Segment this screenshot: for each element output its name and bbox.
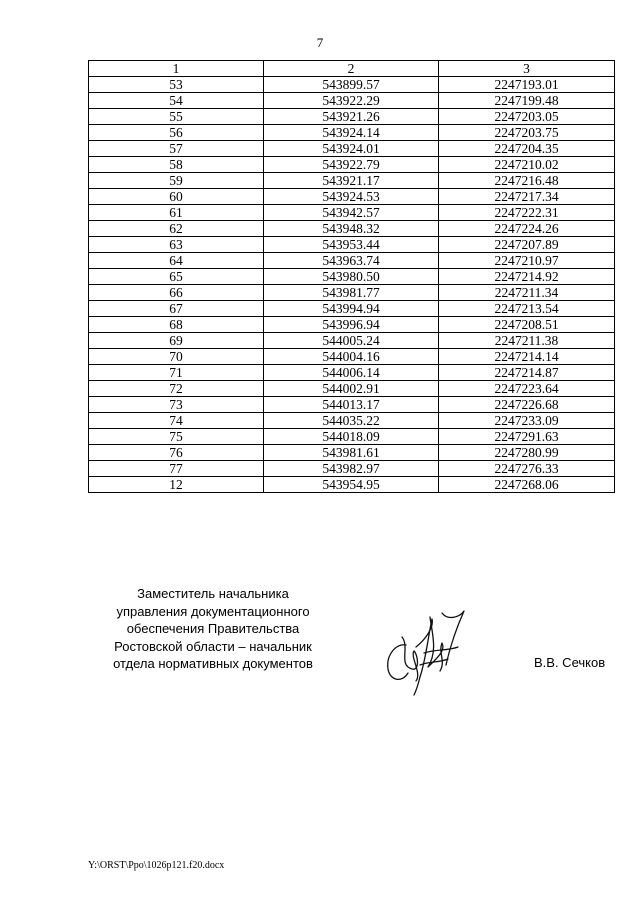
table-cell: 2247207.89 bbox=[439, 237, 615, 253]
table-cell: 70 bbox=[89, 349, 264, 365]
table-cell: 543899.57 bbox=[264, 77, 439, 93]
table-cell: 2247211.38 bbox=[439, 333, 615, 349]
table-row bbox=[89, 77, 615, 93]
signature-position-block bbox=[108, 585, 318, 673]
table-cell: 544035.22 bbox=[264, 413, 439, 429]
table-cell: 544006.14 bbox=[264, 365, 439, 381]
table-cell: 12 bbox=[89, 477, 264, 493]
table-cell: 68 bbox=[89, 317, 264, 333]
position-line: Ростовской области – начальник bbox=[114, 638, 312, 654]
table-cell: 543981.61 bbox=[264, 445, 439, 461]
handwritten-signature-icon bbox=[376, 607, 468, 697]
table-cell: 60 bbox=[89, 189, 264, 205]
table-cell: 543954.95 bbox=[264, 477, 439, 493]
page-number: 7 bbox=[316, 35, 324, 50]
table-cell: 56 bbox=[89, 125, 264, 141]
table-cell: 2247226.68 bbox=[439, 397, 615, 413]
signer-name: В.В. Сечков bbox=[534, 655, 606, 670]
column-header-2: 2 bbox=[264, 61, 439, 77]
table-cell: 61 bbox=[89, 205, 264, 221]
table-row bbox=[89, 445, 615, 461]
table-cell: 55 bbox=[89, 109, 264, 125]
table-cell: 64 bbox=[89, 253, 264, 269]
table-cell: 2247222.31 bbox=[439, 205, 615, 221]
table-row bbox=[89, 157, 615, 173]
table-cell: 2247233.09 bbox=[439, 413, 615, 429]
table-cell: 75 bbox=[89, 429, 264, 445]
table-row bbox=[89, 333, 615, 349]
table-cell: 2247291.63 bbox=[439, 429, 615, 445]
table-cell: 2247214.92 bbox=[439, 269, 615, 285]
table-row bbox=[89, 413, 615, 429]
table-cell: 543996.94 bbox=[264, 317, 439, 333]
table-cell: 543948.32 bbox=[264, 221, 439, 237]
table-row bbox=[89, 109, 615, 125]
table-cell: 66 bbox=[89, 285, 264, 301]
table-row bbox=[89, 141, 615, 157]
table-body bbox=[89, 77, 615, 493]
table-cell: 544005.24 bbox=[264, 333, 439, 349]
coordinates-table bbox=[88, 60, 615, 493]
table-cell: 69 bbox=[89, 333, 264, 349]
table-cell: 543982.97 bbox=[264, 461, 439, 477]
table-cell: 543994.94 bbox=[264, 301, 439, 317]
position-line: Заместитель начальника bbox=[137, 586, 289, 601]
table-cell: 2247213.54 bbox=[439, 301, 615, 317]
table-row bbox=[89, 461, 615, 477]
table-row bbox=[89, 269, 615, 285]
table-cell: 2247280.99 bbox=[439, 445, 615, 461]
table-row bbox=[89, 221, 615, 237]
table-cell: 2247203.05 bbox=[439, 109, 615, 125]
table-cell: 2247214.87 bbox=[439, 365, 615, 381]
table-row bbox=[89, 285, 615, 301]
table-header-row bbox=[89, 61, 615, 77]
table-row bbox=[89, 349, 615, 365]
table-cell: 2247214.14 bbox=[439, 349, 615, 365]
table-cell: 2247203.75 bbox=[439, 125, 615, 141]
table-row bbox=[89, 365, 615, 381]
table-cell: 2247210.02 bbox=[439, 157, 615, 173]
table-cell: 2247224.26 bbox=[439, 221, 615, 237]
table-cell: 543924.14 bbox=[264, 125, 439, 141]
table-row bbox=[89, 397, 615, 413]
table-cell: 543924.53 bbox=[264, 189, 439, 205]
table-cell: 58 bbox=[89, 157, 264, 173]
table-row bbox=[89, 429, 615, 445]
table-row bbox=[89, 125, 615, 141]
table-cell: 71 bbox=[89, 365, 264, 381]
table-cell: 2247276.33 bbox=[439, 461, 615, 477]
table-row bbox=[89, 381, 615, 397]
footer-file-path: Y:\ORST\Ppo\1026p121.f20.docx bbox=[88, 860, 225, 871]
table-row bbox=[89, 317, 615, 333]
table-cell: 544004.16 bbox=[264, 349, 439, 365]
table-cell: 543922.79 bbox=[264, 157, 439, 173]
table-cell: 74 bbox=[89, 413, 264, 429]
table-cell: 544013.17 bbox=[264, 397, 439, 413]
table-row bbox=[89, 93, 615, 109]
table-cell: 543922.29 bbox=[264, 93, 439, 109]
table-row bbox=[89, 301, 615, 317]
table-cell: 2247216.48 bbox=[439, 173, 615, 189]
table-cell: 543924.01 bbox=[264, 141, 439, 157]
table-cell: 543981.77 bbox=[264, 285, 439, 301]
table-cell: 2247204.35 bbox=[439, 141, 615, 157]
table-cell: 543980.50 bbox=[264, 269, 439, 285]
table-row bbox=[89, 477, 615, 493]
table-cell: 73 bbox=[89, 397, 264, 413]
table-cell: 57 bbox=[89, 141, 264, 157]
table-cell: 543942.57 bbox=[264, 205, 439, 221]
table-cell: 2247193.01 bbox=[439, 77, 615, 93]
table-row bbox=[89, 173, 615, 189]
table-cell: 76 bbox=[89, 445, 264, 461]
table-cell: 2247208.51 bbox=[439, 317, 615, 333]
table-cell: 2247268.06 bbox=[439, 477, 615, 493]
column-header-1: 1 bbox=[89, 61, 264, 77]
table-cell: 544002.91 bbox=[264, 381, 439, 397]
table-row bbox=[89, 205, 615, 221]
table-cell: 65 bbox=[89, 269, 264, 285]
table-cell: 2247211.34 bbox=[439, 285, 615, 301]
position-line: обеспечения Правительства bbox=[126, 621, 300, 636]
table-cell: 54 bbox=[89, 93, 264, 109]
table-cell: 543953.44 bbox=[264, 237, 439, 253]
table-cell: 77 bbox=[89, 461, 264, 477]
table-cell: 2247199.48 bbox=[439, 93, 615, 109]
table-row bbox=[89, 253, 615, 269]
table-cell: 67 bbox=[89, 301, 264, 317]
position-line: отдела нормативных документов bbox=[113, 656, 313, 671]
table-cell: 544018.09 bbox=[264, 429, 439, 445]
table-row bbox=[89, 189, 615, 205]
table-cell: 53 bbox=[89, 77, 264, 93]
table-cell: 2247217.34 bbox=[439, 189, 615, 205]
table-cell: 543963.74 bbox=[264, 253, 439, 269]
table-cell: 543921.17 bbox=[264, 173, 439, 189]
table-row bbox=[89, 237, 615, 253]
table-cell: 543921.26 bbox=[264, 109, 439, 125]
column-header-3: 3 bbox=[439, 61, 615, 77]
table-cell: 62 bbox=[89, 221, 264, 237]
table-cell: 2247210.97 bbox=[439, 253, 615, 269]
position-line: управления документационного bbox=[116, 603, 310, 619]
table-cell: 2247223.64 bbox=[439, 381, 615, 397]
table-cell: 72 bbox=[89, 381, 264, 397]
table-cell: 63 bbox=[89, 237, 264, 253]
table-cell: 59 bbox=[89, 173, 264, 189]
